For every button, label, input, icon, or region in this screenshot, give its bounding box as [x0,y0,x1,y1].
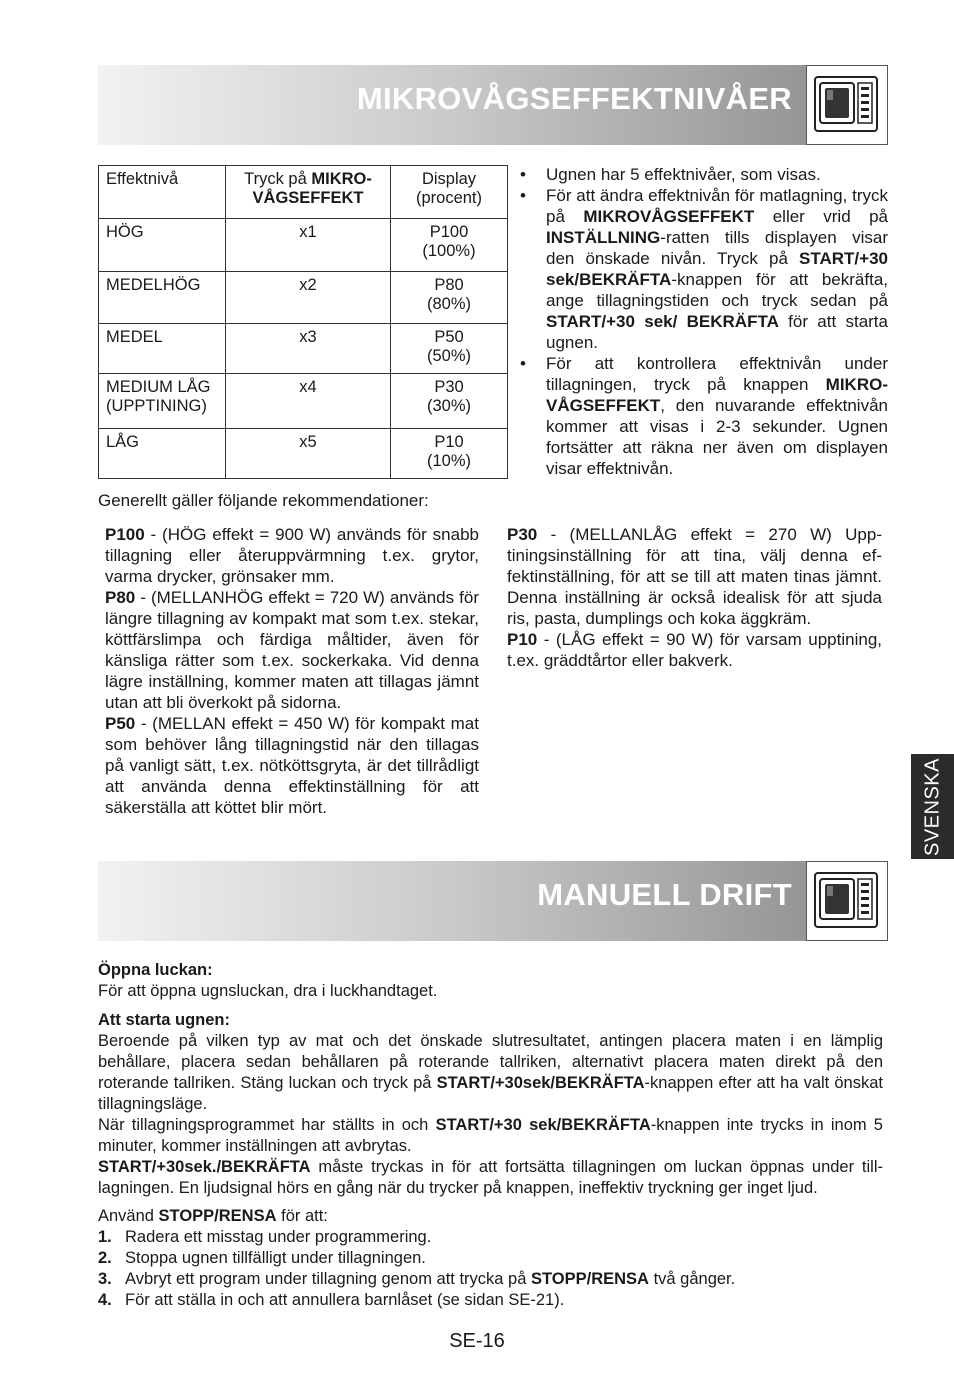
level-cell: MEDIUM LÅG (UPPTINING) [99,374,226,429]
level-cell: MEDELHÖG [99,272,226,324]
stopp-intro: Använd STOPP/RENSA för att: [98,1207,328,1225]
language-label: SVENSKA [921,757,943,856]
display-cell: P30 (30%) [391,374,508,429]
section-banner-manuell-drift [98,861,888,941]
start-oven-section [98,1010,883,1199]
rec-p100: P100 - (HÖG effekt = 900 W) används för snabb tillagning eller återuppvärmning t.ex. grytor, varma drycker, grönsaker mm. [105,525,479,586]
table-row [99,429,508,479]
display-cell: P100 (100%) [391,219,508,272]
press-cell: x3 [226,324,391,374]
power-level-bullets [516,164,888,479]
header-press: Tryck på MIKRO-VÅGSEFFEKT [226,166,391,219]
level-cell: MEDEL [99,324,226,374]
section-title: MANUELL DRIFT [537,877,792,912]
section-title: MIKROVÅGSEFFEKTNIVÅER [356,81,792,116]
list-item: 1. Radera ett misstag under programmering. [98,1228,432,1246]
recommendations-right [507,524,882,671]
table-row [99,272,508,324]
start-para-2: När tillagningsprogrammet har ställts in och START/+30 sek/BEKRÄFTA-knappen inte trycks in inom 5 minuter, kommer inställningen att avbrytas. [98,1116,883,1155]
stopp-section [98,1206,883,1311]
page-number: SE-16 [449,1330,505,1352]
bullet-item: • För att ändra effektnivån för matlagning, tryck på MIKROVÅGSEFFEKT eller vrid på INSTÄLLNING-ratten tills displayen visar den önskade nivån. Tryck på START/+30 sek/BEKRÄFTA-knappen för att bekräfta, ange tillagningstiden och tryck sedan på START/+30 sek/ BEKRÄFTA för att starta ugnen. [516,185,888,353]
rec-p80: P80 - (MELLANHÖG effekt = 720 W) används för längre tillagning av kompakt mat som t.ex. stekar, köttfärslimpa och färdiga måltider, även för känsliga rätter som t.ex. sockerkaka. Vid denna lägre inställning, kommer maten att tillagas jämnt utan att bli överkokt på sidorna. [105,588,479,712]
header-display: Display (procent) [391,166,508,219]
section-banner-effektnivaer [98,65,888,145]
microwave-icon [806,861,888,941]
start-para-1: Beroende på vilken typ av mat och det önskade slutresultatet, antingen placera maten i en lämplig behållare, placera sedan behållaren på roterande tallriken, alternativt placera maten direkt på den roterande tallriken. Stäng luckan och tryck på START/+30sek/BEKRÄFTA-knappen efter att ha valt önskat tillagningsläge. [98,1032,883,1113]
display-cell: P80 (80%) [391,272,508,324]
rec-p10: P10 - (LÅG effekt = 90 W) för varsam upptining, t.ex. gräddtårtor eller bakverk. [507,630,882,670]
list-item: 4. För att ställa in och att annullera barnlåset (se sidan SE-21). [98,1291,565,1309]
rec-p50: P50 - (MELLAN effekt = 450 W) för kompakt mat som behöver lång tillagningstid när den tillagas på vanligt sätt, t.ex. nötköttsgryta, är det tillrådligt att använda denna effektinställning för att säkerställa att köttet blir mört. [105,714,479,817]
open-door-text: För att öppna ugnsluckan, dra i luckhandtaget. [98,982,438,1000]
list-item: 3. Avbryt ett program under tillagning genom att trycka på STOPP/RENSA två gånger. [98,1270,736,1288]
table-row [99,374,508,429]
recommendations-left [105,524,479,818]
press-cell: x5 [226,429,391,479]
microwave-icon [806,65,888,145]
table-row [99,219,508,272]
open-door-heading: Öppna luckan: [98,961,213,979]
start-oven-heading: Att starta ugnen: [98,1011,230,1029]
open-door-section [98,960,883,1002]
bullet-item: • Ugnen har 5 effektnivåer, som visas. [516,164,888,185]
press-cell: x4 [226,374,391,429]
rec-p30: P30 - (MELLANLÅG effekt = 270 W) Upptiningsinställning för att tina, välj denna effektinställning, för att se till att maten tinas jämnt. Denna inställning är också idealisk för att sjuda ris, pasta, dumplings och koka äggkräm. [507,525,882,628]
table-row [99,324,508,374]
recommendations-intro: Generellt gäller följande rekommendationer: [98,491,429,510]
start-para-3: START/+30sek./BEKRÄFTA måste tryckas in för att fortsätta tillagningen om luckan öppnas under tilllagningen. En ljudsignal hörs en gång när du trycker på knappen, ineffektiv tryckning ger inget ljud. [98,1158,883,1197]
power-level-table [98,165,508,479]
display-cell: P10 (10%) [391,429,508,479]
press-cell: x1 [226,219,391,272]
stopp-list [98,1227,883,1311]
header-level: Effektnivå [99,166,226,219]
bullet-item: • För att kontrollera effektnivån under tillagningen, tryck på knappen MIKROVÅGSEFFEKT, den nuvarande effektnivån kommer att visas i 2-3 sekunder. Ugnen fortsätter att räkna ner även om displayen visar effektnivån. [516,353,888,479]
display-cell: P50 (50%) [391,324,508,374]
level-cell: LÅG [99,429,226,479]
list-item: 2. Stoppa ugnen tillfälligt under tillagningen. [98,1249,426,1267]
table-header-row [99,166,508,219]
language-tab [911,754,954,859]
press-cell: x2 [226,272,391,324]
level-cell: HÖG [99,219,226,272]
